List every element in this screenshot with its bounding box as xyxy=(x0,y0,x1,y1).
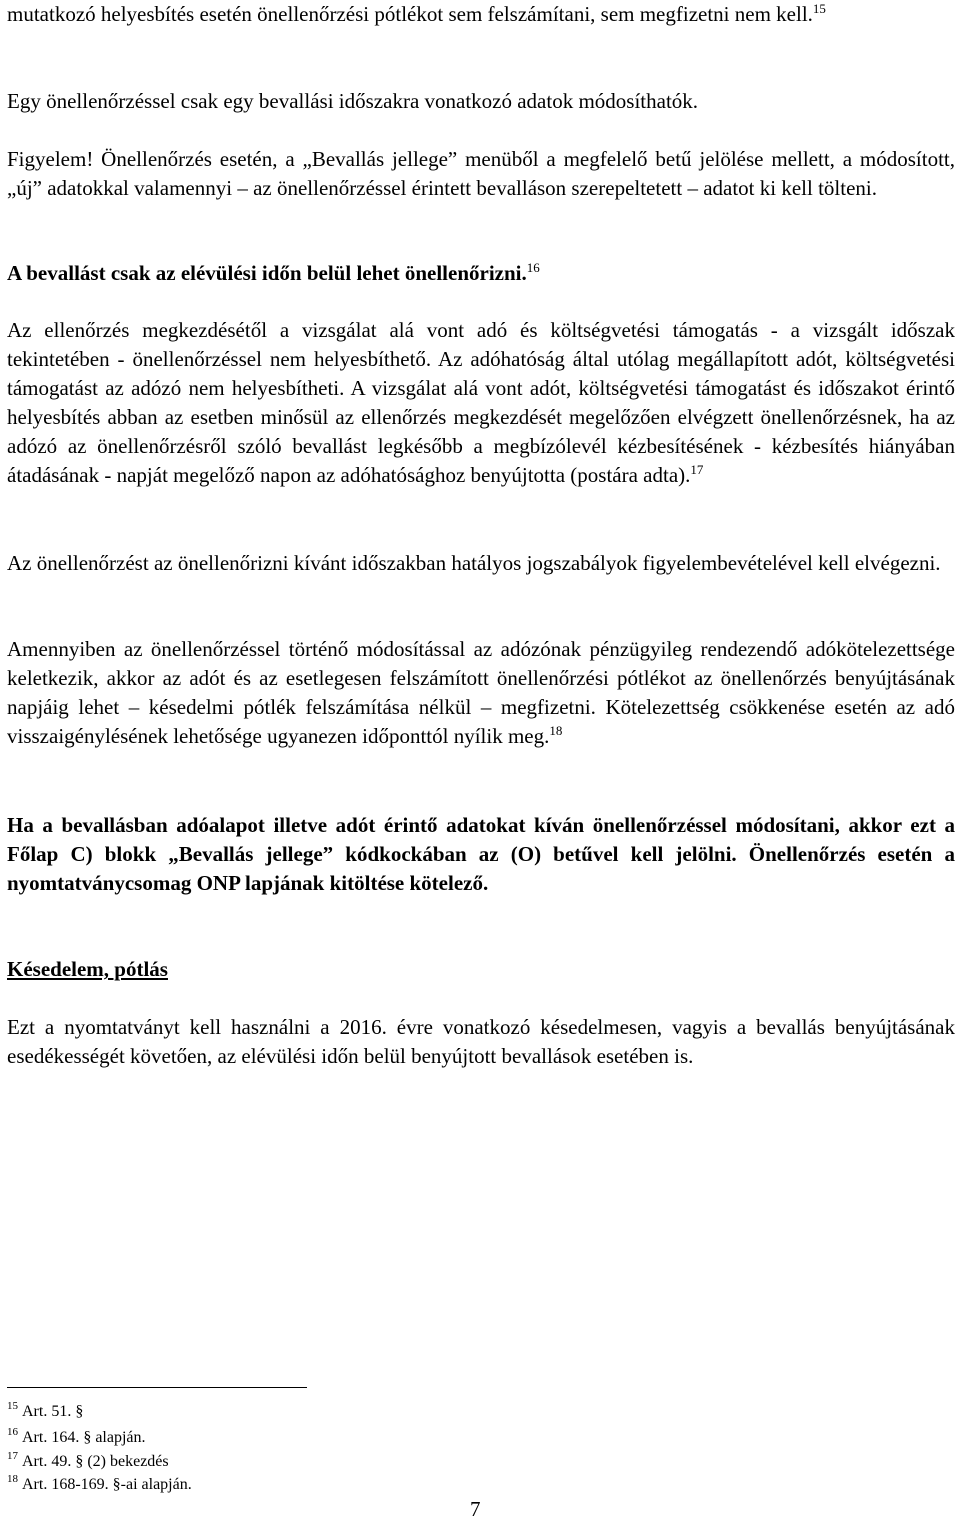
footnote-ref-16: 16 xyxy=(526,260,540,275)
attention-label: Figyelem! xyxy=(7,147,94,171)
footnote-ref-17: 17 xyxy=(690,462,704,477)
footnote-number: 15 xyxy=(7,1400,18,1412)
paragraph-attention xyxy=(7,145,955,203)
footnote-text: Art. 168-169. §-ai alapján. xyxy=(22,1476,192,1493)
paragraph-text: Ezt a nyomtatványt kell használni a 2016. évre vonatkozó késedelmesen, vagyis a bevallás benyújtásának esedékességét követően, az elévülési időn belül benyújtott bevallások esetében is. xyxy=(7,1015,955,1068)
paragraph-single-period xyxy=(7,87,955,116)
footnote-text: Art. 164. § alapján. xyxy=(22,1429,146,1446)
paragraph-text: mutatkozó helyesbítés esetén önellenőrzési pótlékot sem felszámítani, sem megfizetni nem kell. xyxy=(7,2,813,26)
paragraph-fee-exemption xyxy=(7,0,955,29)
paragraph-text: Önellenőrzés esetén, a „Bevallás jellege” menüből a megfelelő betű jelölése mellett, a módosított, „új” adatokkal valamennyi – az önellenőrzéssel érintett bevalláson szerepeltetett – adatot ki kell tölteni. xyxy=(7,147,955,200)
footnote-17 xyxy=(7,1452,169,1472)
footnote-ref-15: 15 xyxy=(812,1,826,16)
footnote-separator xyxy=(7,1387,307,1388)
paragraph-payment xyxy=(7,635,955,751)
paragraph-text: A bevallást csak az elévülési időn belül lehet önellenőrizni. xyxy=(7,261,527,285)
paragraph-text: Az önellenőrzést az önellenőrizni kívánt időszakban hatályos jogszabályok figyelembevételével kell elvégezni. xyxy=(7,551,941,575)
section-heading: Késedelem, pótlás xyxy=(7,957,168,981)
footnote-18 xyxy=(7,1475,192,1495)
paragraph-text: Ha a bevallásban adóalapot illetve adót érintő adatokat kíván önellenőrzéssel módosítani, akkor ezt a Főlap C) blokk „Bevallás jellege” kódkockában az (O) betűvel kell jelölni. Önellenőrzés esetén a nyomtatványcsomag ONP lapjának kitöltése kötelező. xyxy=(7,813,955,895)
page-number: 7 xyxy=(470,1497,481,1521)
footnote-15 xyxy=(7,1402,83,1422)
footnote-16 xyxy=(7,1428,146,1448)
paragraph-late-filing xyxy=(7,1013,955,1071)
paragraph-text: Amennyiben az önellenőrzéssel történő módosítással az adózónak pénzügyileg rendezendő adókötelezettsége keletkezik, akkor az adót és az esetlegesen felszámított önellenőrzési pótlékot az önellenőrzés benyújtásának napjáig lehet – késedelmi pótlék felszámítása nélkül – megfizetni. Kötelezettség csökkenése esetén az adó visszaigénylésének lehetősége ugyanezen időponttól nyílik meg. xyxy=(7,637,955,748)
paragraph-text: Az ellenőrzés megkezdésétől a vizsgálat alá vont adó és költségvetési támogatás - a vizsgált időszak tekintetében - önellenőrzéssel nem helyesbíthető. Az adóhatóság által utólag megállapított adót, költségvetési támogatást az adózó nem helyesbítheti. A vizsgálat alá vont adót, költségvetési támogatást és időszakot érintő helyesbítés abban az esetben minősül az ellenőrzés megkezdését megelőzően elvégzett önellenőrzésnek, ha az adózó az önellenőrzésről szóló bevallást legkésőbb a megbízólevél kézbesítésének - kézbesítés hiányában átadásának - napját megelőző napon az adóhatósághoz benyújtotta (postára adta). xyxy=(7,318,955,487)
paragraph-applicable-law xyxy=(7,549,955,578)
paragraph-limitation xyxy=(7,259,955,288)
footnote-text: Art. 49. § (2) bekezdés xyxy=(22,1453,169,1470)
paragraph-audit xyxy=(7,316,955,490)
footnote-ref-18: 18 xyxy=(549,723,563,738)
paragraph-marking xyxy=(7,811,955,898)
footnote-text: Art. 51. § xyxy=(22,1403,84,1420)
footnote-number: 18 xyxy=(7,1473,18,1485)
footnote-number: 16 xyxy=(7,1426,18,1438)
footnote-number: 17 xyxy=(7,1450,18,1462)
paragraph-text: Egy önellenőrzéssel csak egy bevallási időszakra vonatkozó adatok módosíthatók. xyxy=(7,89,699,113)
